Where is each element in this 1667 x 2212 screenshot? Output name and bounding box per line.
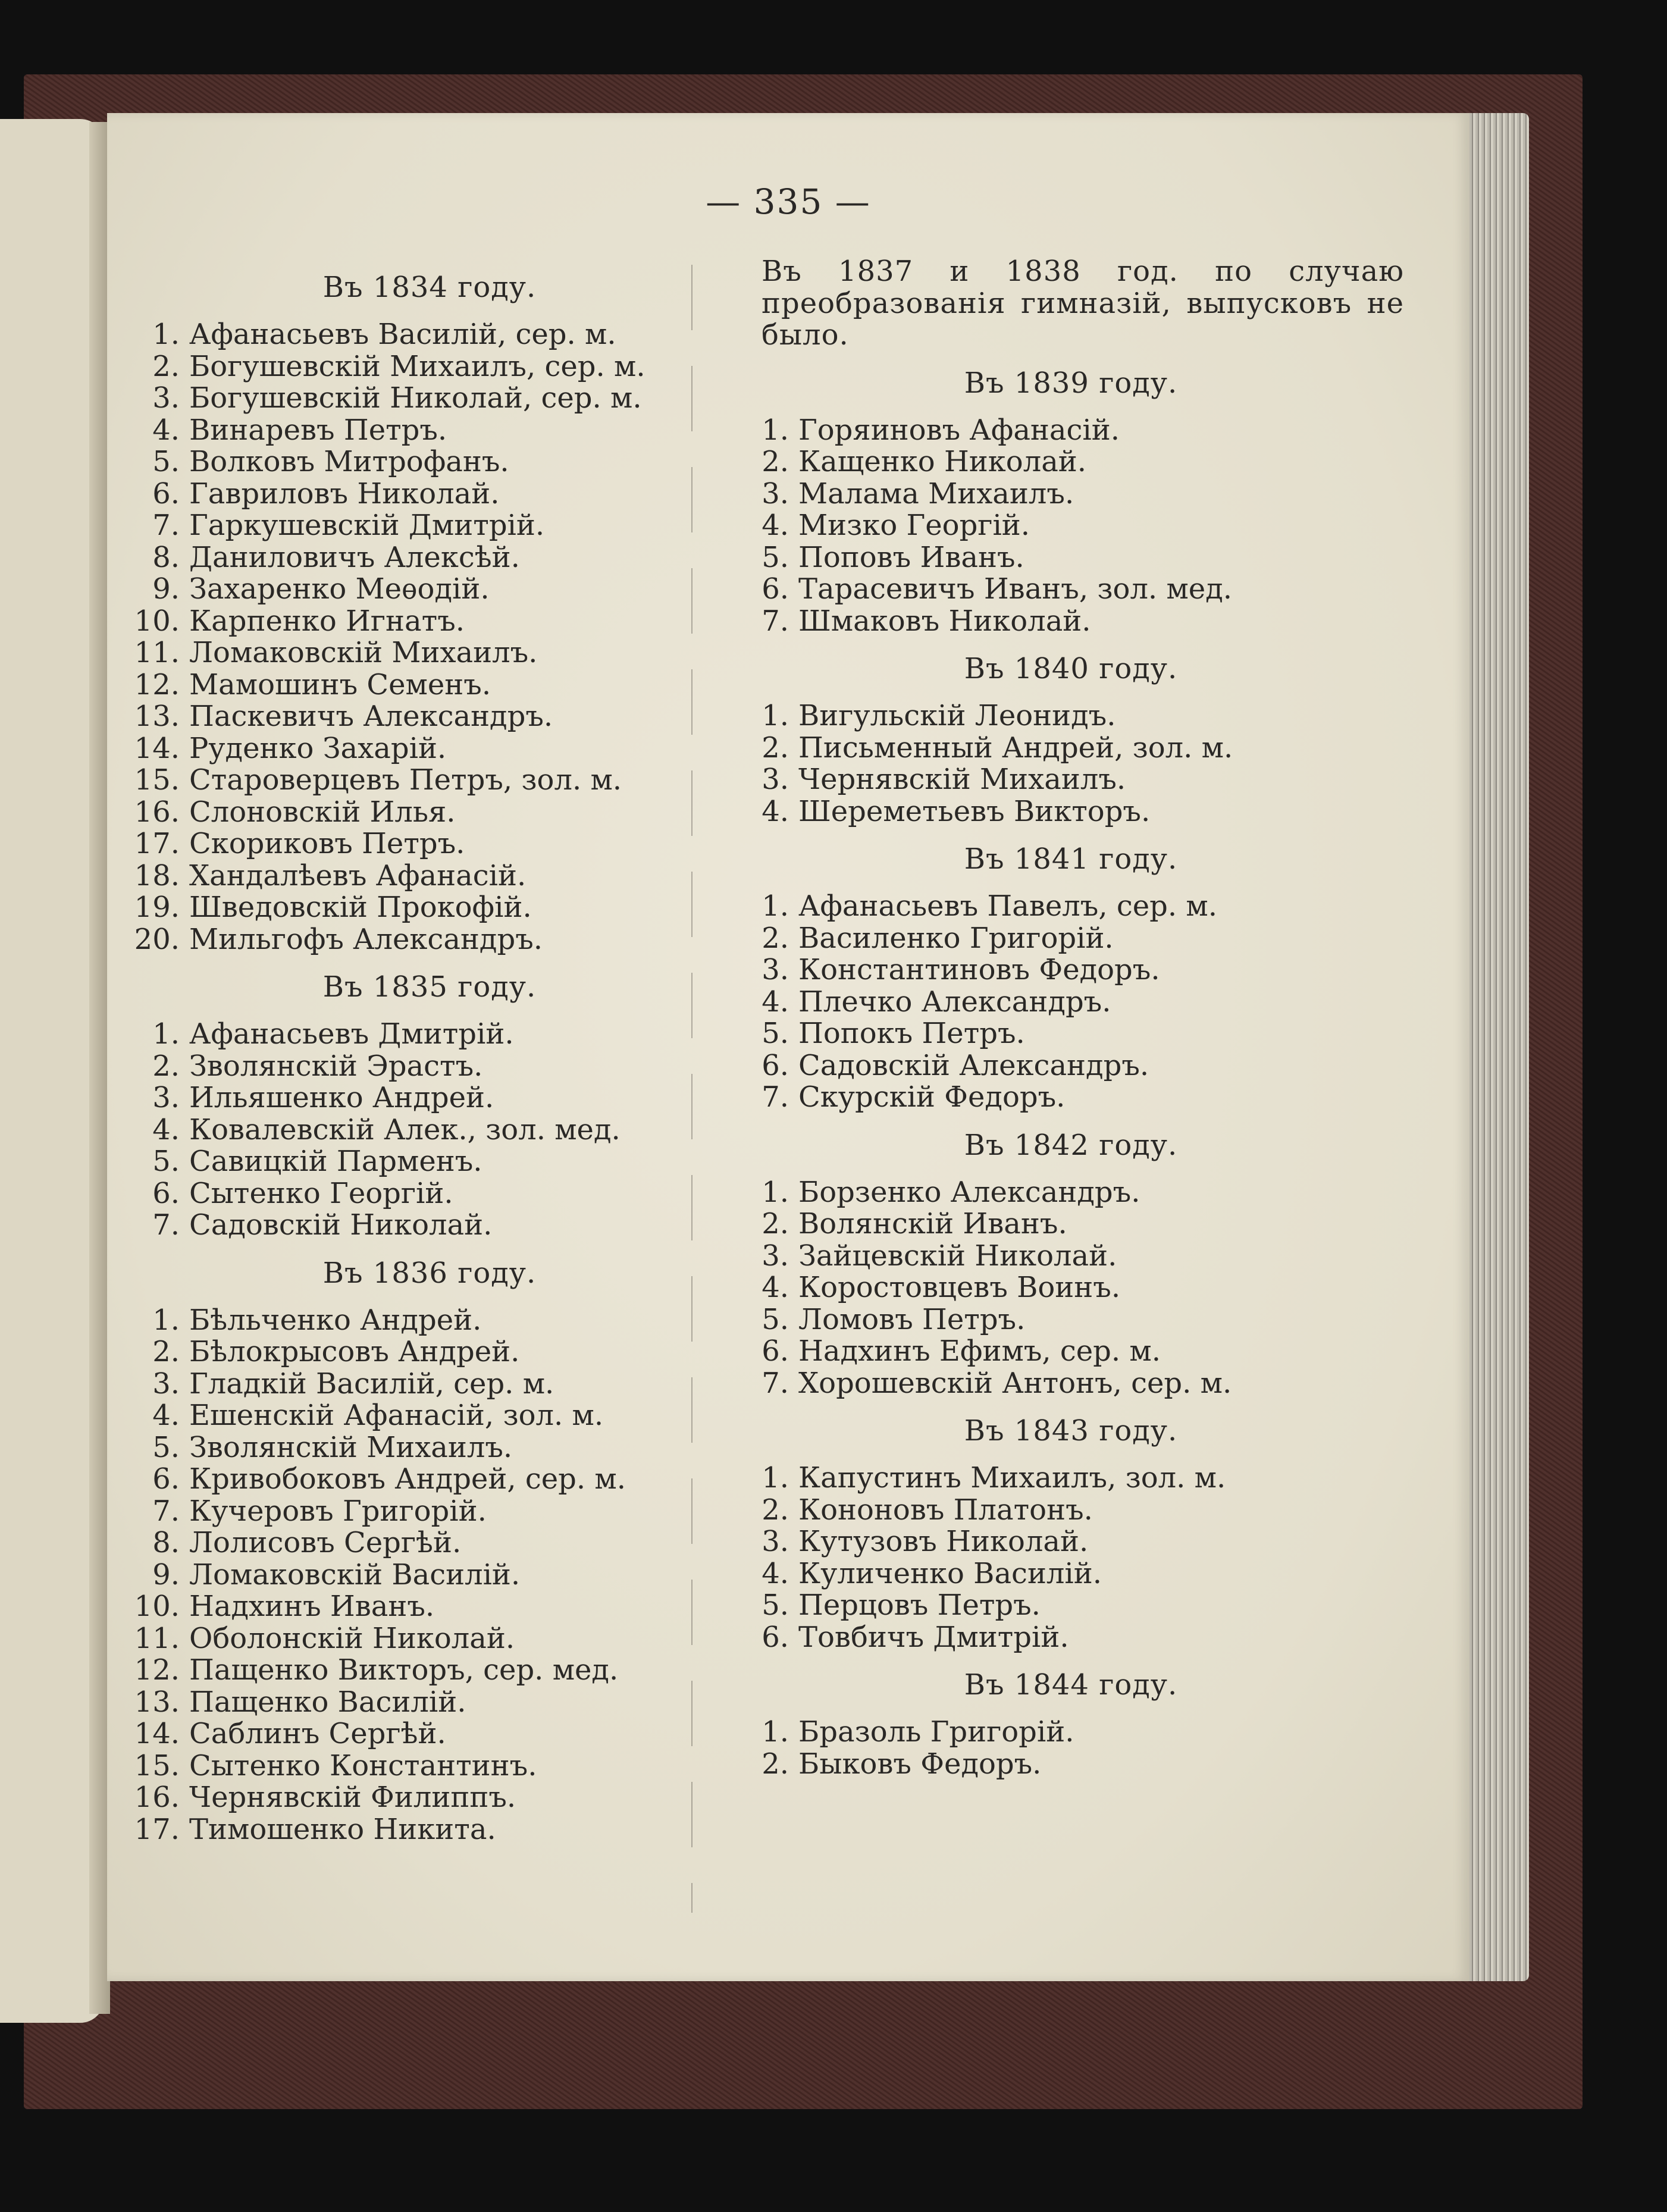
graduate-name: Винаревъ Петръ. <box>189 413 447 447</box>
graduate-name: Вигульскій Леонидъ. <box>798 699 1116 732</box>
graduate-entry <box>738 606 1404 638</box>
graduate-entry <box>120 1400 739 1432</box>
graduate-name: Ильяшенко Андрей. <box>189 1081 494 1114</box>
graduate-entry <box>738 1050 1404 1082</box>
graduate-entry <box>738 1336 1404 1368</box>
entry-number: 1. <box>762 699 789 732</box>
entry-number: 1. <box>762 1715 789 1749</box>
entry-number: 7. <box>762 1080 789 1114</box>
graduate-name: Зайцевскій Николай. <box>798 1239 1117 1273</box>
entry-number: 8. <box>152 540 180 574</box>
graduate-name: Ломаковскій Василій. <box>189 1558 521 1591</box>
entry-number: 6. <box>152 1462 180 1496</box>
graduate-name: Мильгофъ Александръ. <box>189 922 543 956</box>
graduate-name: Шереметьевъ Викторъ. <box>798 794 1151 828</box>
entry-number: 1. <box>152 1017 180 1051</box>
graduate-entry <box>120 1051 739 1083</box>
graduate-name: Куличенко Василій. <box>798 1556 1102 1590</box>
graduate-entry <box>120 510 739 542</box>
entry-number: 12. <box>134 668 180 701</box>
graduate-entry <box>738 764 1404 796</box>
graduate-entry <box>738 796 1404 828</box>
graduate-name: Попокъ Петръ. <box>798 1017 1025 1050</box>
entry-number: 2. <box>762 1747 789 1781</box>
year-heading: Въ 1835 году. <box>322 970 537 1004</box>
entry-number: 5. <box>152 1430 180 1464</box>
entry-number: 6. <box>762 572 789 606</box>
graduate-entry <box>120 1432 739 1464</box>
entry-number: 3. <box>152 1367 180 1400</box>
graduate-name: Зволянскій Эрастъ. <box>189 1049 483 1083</box>
graduate-entry <box>738 1368 1404 1400</box>
graduate-entry <box>120 924 739 956</box>
graduate-name: Пащенко Василій. <box>189 1685 466 1719</box>
graduate-entry <box>120 1464 739 1496</box>
graduate-name: Захаренко Меѳодій. <box>189 572 490 606</box>
graduate-name: Богушевскій Николай, сер. м. <box>189 381 642 415</box>
entry-number: 4. <box>762 1271 789 1304</box>
graduate-entry <box>738 923 1404 955</box>
graduate-name: Саблинъ Сергѣй. <box>189 1717 446 1750</box>
graduate-entry <box>120 765 739 797</box>
year-heading: Въ 1844 году. <box>964 1668 1178 1702</box>
graduate-name: Быковъ Федоръ. <box>798 1747 1042 1781</box>
graduate-name: Капустинъ Михаилъ, зол. м. <box>798 1461 1226 1494</box>
graduate-name: Поповъ Иванъ. <box>798 540 1024 574</box>
entry-number: 1. <box>152 318 180 351</box>
graduate-entry <box>120 1336 739 1368</box>
entry-number: 3. <box>762 1239 789 1273</box>
entry-number: 5. <box>152 1145 180 1178</box>
graduate-name: Лолисовъ Сергѣй. <box>189 1526 462 1559</box>
graduate-entry <box>120 1623 739 1655</box>
entry-number: 2. <box>762 1493 789 1527</box>
graduate-name: Сытенко Георгій. <box>189 1176 453 1210</box>
entry-number: 2. <box>762 731 789 765</box>
graduate-name: Чернявскій Филиппъ. <box>189 1781 516 1814</box>
graduate-entry <box>120 860 739 892</box>
graduate-entry <box>738 478 1404 510</box>
entry-number: 7. <box>152 509 180 542</box>
graduate-entry <box>120 1527 739 1559</box>
entry-number: 9. <box>152 572 180 606</box>
graduate-name: Пащенко Викторъ, сер. мед. <box>189 1653 619 1687</box>
graduate-entry <box>120 1368 739 1400</box>
entry-number: 2. <box>152 1335 180 1368</box>
entry-number: 1. <box>762 1175 789 1209</box>
graduate-entry <box>120 1496 739 1528</box>
entry-number: 9. <box>152 1558 180 1591</box>
entry-number: 2. <box>762 921 789 955</box>
entry-number: 2. <box>762 445 789 478</box>
entry-number: 17. <box>134 827 180 860</box>
graduate-entry <box>738 1716 1404 1749</box>
entry-number: 5. <box>762 1017 789 1050</box>
graduate-entry <box>120 1687 739 1719</box>
entry-number: 8. <box>152 1526 180 1559</box>
entry-number: 4. <box>152 1399 180 1432</box>
graduate-entry <box>738 542 1404 574</box>
entry-number: 1. <box>762 413 789 447</box>
graduate-entry <box>120 637 739 669</box>
graduate-name: Мамошинъ Семенъ. <box>189 668 491 701</box>
entry-number: 5. <box>152 445 180 478</box>
graduate-entry <box>120 351 739 383</box>
graduate-entry <box>120 1814 739 1846</box>
graduate-name: Константиновъ Федоръ. <box>798 953 1160 986</box>
graduate-entry <box>738 1749 1404 1781</box>
year-heading: Въ 1841 году. <box>964 842 1178 876</box>
entry-number: 2. <box>762 1207 789 1240</box>
graduate-entry <box>120 828 739 860</box>
entry-number: 5. <box>762 540 789 574</box>
graduate-entry <box>120 1146 739 1178</box>
entry-number: 1. <box>762 889 789 923</box>
graduate-name: Волковъ Митрофанъ. <box>189 445 509 478</box>
graduate-entry <box>738 1304 1404 1336</box>
graduate-entry <box>120 1305 739 1337</box>
graduate-entry <box>738 1494 1404 1527</box>
graduate-name: Шмаковъ Николай. <box>798 604 1091 638</box>
graduate-entry <box>738 415 1404 447</box>
entry-number: 3. <box>762 953 789 986</box>
entry-number: 16. <box>134 1781 180 1814</box>
entry-number: 11. <box>134 636 180 669</box>
entry-number: 2. <box>152 1049 180 1083</box>
graduate-entry <box>120 669 739 701</box>
entry-number: 4. <box>762 985 789 1019</box>
graduate-name: Тарасевичъ Иванъ, зол. мед. <box>798 572 1232 606</box>
graduate-name: Плечко Александръ. <box>798 985 1111 1019</box>
graduate-entry <box>120 1782 739 1814</box>
entry-number: 1. <box>762 1461 789 1494</box>
graduate-name: Кучеровъ Григорій. <box>189 1494 487 1528</box>
entry-number: 5. <box>762 1588 789 1622</box>
graduate-entry <box>120 1591 739 1623</box>
entry-number: 12. <box>134 1653 180 1687</box>
graduate-name: Бѣлокрысовъ Андрей. <box>189 1335 520 1368</box>
no-graduation-note: Въ 1837 и 1838 год. по случаю преобразованія гимназій, выпусковъ не было. <box>762 255 1404 352</box>
graduate-name: Богушевскій Михаилъ, сер. м. <box>189 349 646 383</box>
graduate-entry <box>120 733 739 765</box>
graduate-name: Савицкій Парменъ. <box>189 1145 482 1178</box>
entry-number: 20. <box>134 922 180 956</box>
graduate-name: Ешенскій Афанасій, зол. м. <box>189 1399 604 1432</box>
year-heading: Въ 1843 году. <box>964 1414 1178 1447</box>
graduate-name: Оболонскій Николай. <box>189 1621 515 1655</box>
graduate-entry <box>738 891 1404 923</box>
graduate-entry <box>738 446 1404 478</box>
graduate-name: Кононовъ Платонъ. <box>798 1493 1093 1527</box>
entry-number: 2. <box>152 349 180 383</box>
graduate-name: Шведовскій Прокофій. <box>189 891 532 924</box>
entry-number: 16. <box>134 795 180 829</box>
graduate-name: Афанасьевъ Василій, сер. м. <box>189 318 616 351</box>
graduate-name: Коростовцевъ Воинъ. <box>798 1271 1121 1304</box>
graduate-name: Афанасьевъ Павелъ, сер. м. <box>798 889 1217 923</box>
entry-number: 7. <box>152 1208 180 1242</box>
entry-number: 19. <box>134 891 180 924</box>
entry-number: 1. <box>152 1303 180 1337</box>
graduate-name: Горяиновъ Афанасій. <box>798 413 1120 447</box>
graduate-name: Паскевичъ Александръ. <box>189 700 553 733</box>
right-column <box>738 256 1404 1780</box>
year-heading: Въ 1840 году. <box>964 652 1178 685</box>
entry-number: 6. <box>762 1334 789 1368</box>
graduate-name: Тимошенко Никита. <box>189 1812 496 1846</box>
graduate-entry <box>738 1082 1404 1114</box>
entry-number: 7. <box>762 604 789 638</box>
graduate-entry <box>120 1114 739 1146</box>
entry-number: 14. <box>134 731 180 765</box>
entry-number: 5. <box>762 1302 789 1336</box>
graduate-name: Гладкій Василій, сер. м. <box>189 1367 554 1400</box>
graduate-name: Даниловичъ Алексѣй. <box>189 540 520 574</box>
graduate-name: Чернявскій Михаилъ. <box>798 763 1126 796</box>
entry-number: 15. <box>134 763 180 797</box>
graduate-name: Товбичъ Дмитрій. <box>798 1620 1069 1654</box>
graduate-name: Волянскій Иванъ. <box>798 1207 1067 1240</box>
left-column <box>120 256 739 1846</box>
graduate-name: Кащенко Николай. <box>798 445 1087 478</box>
entry-number: 4. <box>762 1556 789 1590</box>
graduate-entry <box>738 510 1404 542</box>
entry-number: 3. <box>762 1525 789 1558</box>
graduate-name: Ломовъ Петръ. <box>798 1302 1026 1336</box>
entry-number: 6. <box>152 1176 180 1210</box>
year-heading: Въ 1836 году. <box>322 1256 537 1290</box>
graduate-entry <box>738 1590 1404 1622</box>
entry-number: 3. <box>152 1081 180 1114</box>
graduate-name: Борзенко Александръ. <box>798 1175 1140 1209</box>
graduate-name: Василенко Григорій. <box>798 921 1114 955</box>
graduate-entry <box>738 1558 1404 1590</box>
graduate-entry <box>738 1240 1404 1273</box>
entry-number: 6. <box>152 477 180 510</box>
book-page <box>107 113 1469 1981</box>
entry-number: 4. <box>762 509 789 542</box>
graduate-name: Ковалевскій Алек., зол. мед. <box>189 1113 621 1146</box>
graduate-entry <box>120 415 739 447</box>
graduate-name: Надхинъ Ефимъ, сер. м. <box>798 1334 1161 1368</box>
graduate-name: Садовскій Александръ. <box>798 1048 1149 1082</box>
entry-number: 3. <box>762 763 789 796</box>
graduate-entry <box>120 892 739 924</box>
graduate-name: Слоновскій Илья. <box>189 795 456 829</box>
entry-number: 17. <box>134 1812 180 1846</box>
graduate-name: Кутузовъ Николай. <box>798 1525 1089 1558</box>
graduate-entry <box>120 1178 739 1210</box>
graduate-name: Руденко Захарій. <box>189 731 447 765</box>
entry-number: 4. <box>762 794 789 828</box>
graduate-entry <box>120 1559 739 1591</box>
graduate-entry <box>738 574 1404 606</box>
year-heading: Въ 1834 году. <box>322 271 537 304</box>
graduate-name: Сытенко Константинъ. <box>189 1749 537 1782</box>
graduate-entry <box>738 1018 1404 1050</box>
graduate-name: Скориковъ Петръ. <box>189 827 465 860</box>
graduate-name: Садовскій Николай. <box>189 1208 493 1242</box>
graduate-entry <box>738 1272 1404 1304</box>
graduate-name: Зволянскій Михаилъ. <box>189 1430 513 1464</box>
year-heading: Въ 1839 году. <box>964 366 1178 400</box>
graduate-entry <box>120 1210 739 1242</box>
graduate-name: Надхинъ Иванъ. <box>189 1590 435 1623</box>
graduate-entry <box>120 383 739 415</box>
entry-number: 7. <box>152 1494 180 1528</box>
year-heading: Въ 1842 году. <box>964 1128 1178 1162</box>
graduate-name: Гавриловъ Николай. <box>189 477 500 510</box>
entry-number: 14. <box>134 1717 180 1750</box>
graduate-entry <box>120 797 739 829</box>
graduate-entry <box>738 700 1404 732</box>
graduate-entry <box>738 1526 1404 1558</box>
entry-number: 4. <box>152 1113 180 1146</box>
graduate-entry <box>738 1462 1404 1494</box>
graduate-entry <box>120 574 739 606</box>
graduate-name: Кривобоковъ Андрей, сер. м. <box>189 1462 626 1496</box>
entry-number: 13. <box>134 1685 180 1719</box>
entry-number: 11. <box>134 1621 180 1655</box>
page-number: — 335 — <box>706 181 871 222</box>
entry-number: 4. <box>152 413 180 447</box>
graduate-name: Бѣльченко Андрей. <box>189 1303 482 1337</box>
graduate-name: Хандалѣевъ Афанасій. <box>189 859 527 892</box>
graduate-name: Ломаковскій Михаилъ. <box>189 636 538 669</box>
graduate-entry <box>120 1655 739 1687</box>
graduate-name: Мизко Георгій. <box>798 509 1030 542</box>
graduate-entry <box>120 1750 739 1782</box>
graduate-name: Скурскій Федоръ. <box>798 1080 1066 1114</box>
graduate-name: Хорошевскій Антонъ, сер. м. <box>798 1366 1232 1400</box>
graduate-name: Малама Михаилъ. <box>798 477 1074 510</box>
entry-number: 18. <box>134 859 180 892</box>
graduate-name: Карпенко Игнатъ. <box>189 604 465 638</box>
graduate-entry <box>120 701 739 733</box>
graduate-name: Письменный Андрей, зол. м. <box>798 731 1233 765</box>
entry-number: 6. <box>762 1620 789 1654</box>
graduate-entry <box>738 732 1404 765</box>
entry-number: 10. <box>134 604 180 638</box>
graduate-entry <box>738 1622 1404 1654</box>
graduate-entry <box>738 1177 1404 1209</box>
entry-number: 15. <box>134 1749 180 1782</box>
graduate-entry <box>120 1019 739 1051</box>
graduate-entry <box>120 446 739 478</box>
graduate-entry <box>738 986 1404 1019</box>
graduate-entry <box>120 606 739 638</box>
entry-number: 3. <box>152 381 180 415</box>
graduate-name: Гаркушевскій Дмитрій. <box>189 509 545 542</box>
graduate-entry <box>120 542 739 574</box>
graduate-entry <box>738 954 1404 986</box>
previous-page-edge <box>0 119 104 2023</box>
graduate-entry <box>120 319 739 351</box>
graduate-entry <box>738 1208 1404 1240</box>
entry-number: 7. <box>762 1366 789 1400</box>
graduate-name: Староверцевъ Петръ, зол. м. <box>189 763 622 797</box>
graduate-name: Бразоль Григорій. <box>798 1715 1074 1749</box>
entry-number: 3. <box>762 477 789 510</box>
graduate-name: Перцовъ Петръ. <box>798 1588 1041 1622</box>
graduate-entry <box>120 1082 739 1114</box>
graduate-entry <box>120 1718 739 1750</box>
entry-number: 10. <box>134 1590 180 1623</box>
entry-number: 6. <box>762 1048 789 1082</box>
entry-number: 13. <box>134 700 180 733</box>
graduate-entry <box>120 478 739 510</box>
graduate-name: Афанасьевъ Дмитрій. <box>189 1017 514 1051</box>
